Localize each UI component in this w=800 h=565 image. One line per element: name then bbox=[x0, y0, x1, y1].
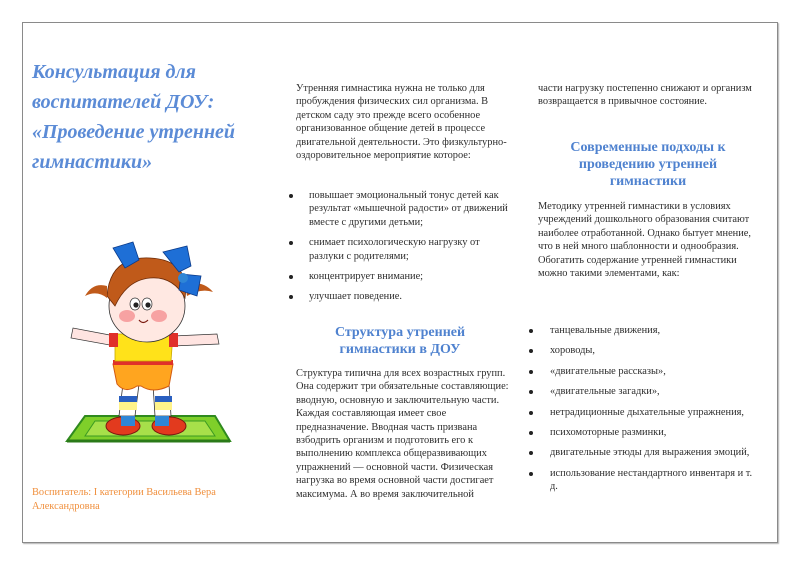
structure-heading-wrapper bbox=[300, 324, 500, 358]
list-item: концентрирует внимание; bbox=[284, 270, 514, 283]
bullet-icon bbox=[529, 349, 533, 353]
bullet-icon bbox=[289, 194, 293, 198]
approaches-paragraph: Методику утренней гимнастики в условиях учреждений дошкольного образования считают наиболее отработанной. Однако бытует мнение, что в ней много шаблонности и однообразия. Обогатить содержание утренней гимнастики можно такими элементами, как: bbox=[538, 201, 752, 280]
list-item: двигательные этюды для выражения эмоций, bbox=[524, 446, 756, 459]
list-item: использование нестандартного инвентаря и т. д. bbox=[524, 467, 756, 494]
elements-list bbox=[524, 324, 756, 494]
bullet-icon bbox=[529, 431, 533, 435]
continuation-paragraph: части нагрузку постепенно снижают и организм возвращается в привычное состояние. bbox=[538, 83, 752, 108]
approaches-heading-wrapper bbox=[548, 139, 748, 190]
list-item: повышает эмоциональный тонус детей как результат «мышечной радости» от движений вместе с другими детьми; bbox=[284, 189, 514, 229]
girl-exercise-illustration bbox=[55, 236, 245, 458]
bullet-icon bbox=[529, 370, 533, 374]
author-credit: Воспитатель: I категории Васильева Вера Александровна bbox=[32, 487, 216, 512]
benefits-list bbox=[284, 189, 514, 304]
bullet-icon bbox=[529, 451, 533, 455]
bullet-icon bbox=[289, 295, 293, 299]
list-item: хороводы, bbox=[524, 344, 756, 357]
list-item: улучшает поведение. bbox=[284, 290, 514, 303]
list-item: «двигательные рассказы», bbox=[524, 365, 756, 378]
middle-panel bbox=[296, 82, 512, 162]
list-item: «двигательные загадки», bbox=[524, 385, 756, 398]
approaches-heading: Современные подходы к проведению утренней гимнастики bbox=[570, 140, 726, 189]
brochure-title: Консультация для воспитателей ДОУ: «Проведение утренней гимнастики» bbox=[32, 61, 236, 173]
bullet-icon bbox=[289, 241, 293, 245]
structure-text-wrapper bbox=[296, 367, 511, 501]
bullet-icon bbox=[529, 329, 533, 333]
benefits-list-wrapper bbox=[284, 189, 514, 311]
bullet-icon bbox=[529, 390, 533, 394]
approaches-text-wrapper bbox=[538, 200, 758, 280]
bullet-icon bbox=[529, 411, 533, 415]
list-item: танцевальные движения, bbox=[524, 324, 756, 337]
structure-paragraph: Структура типична для всех возрастных групп. Она содержит три обязательные составляющие: вводную, основную и заключительную части. Каждая составляющая имеет свое предназначение. Вводная часть призвана взбодрить организм и подготовить его к выполнению комплекса общеразвивающих упражнений — основной части. Физическая нагрузка во время основной части достигает максимума. А во время заключительной bbox=[296, 368, 509, 500]
bullet-icon bbox=[289, 275, 293, 279]
structure-heading: Структура утренней гимнастики в ДОУ bbox=[334, 325, 466, 357]
list-item: психомоторные разминки, bbox=[524, 426, 756, 439]
list-item: снимает психологическую нагрузку от разлуки с родителями; bbox=[284, 236, 514, 263]
list-item: нетрадиционные дыхательные упражнения, bbox=[524, 406, 756, 419]
elements-list-wrapper bbox=[524, 324, 756, 501]
mat-icon bbox=[67, 416, 230, 441]
intro-paragraph: Утренняя гимнастика нужна не только для пробуждения физических сил организма. В детском саду это прежде всего особенное организованное общение детей в процессе двигательной деятельности. Это физкультурно-оздоровительное мероприятие которое: bbox=[296, 83, 507, 162]
bullet-icon bbox=[529, 472, 533, 476]
continuation-wrapper bbox=[538, 82, 758, 109]
